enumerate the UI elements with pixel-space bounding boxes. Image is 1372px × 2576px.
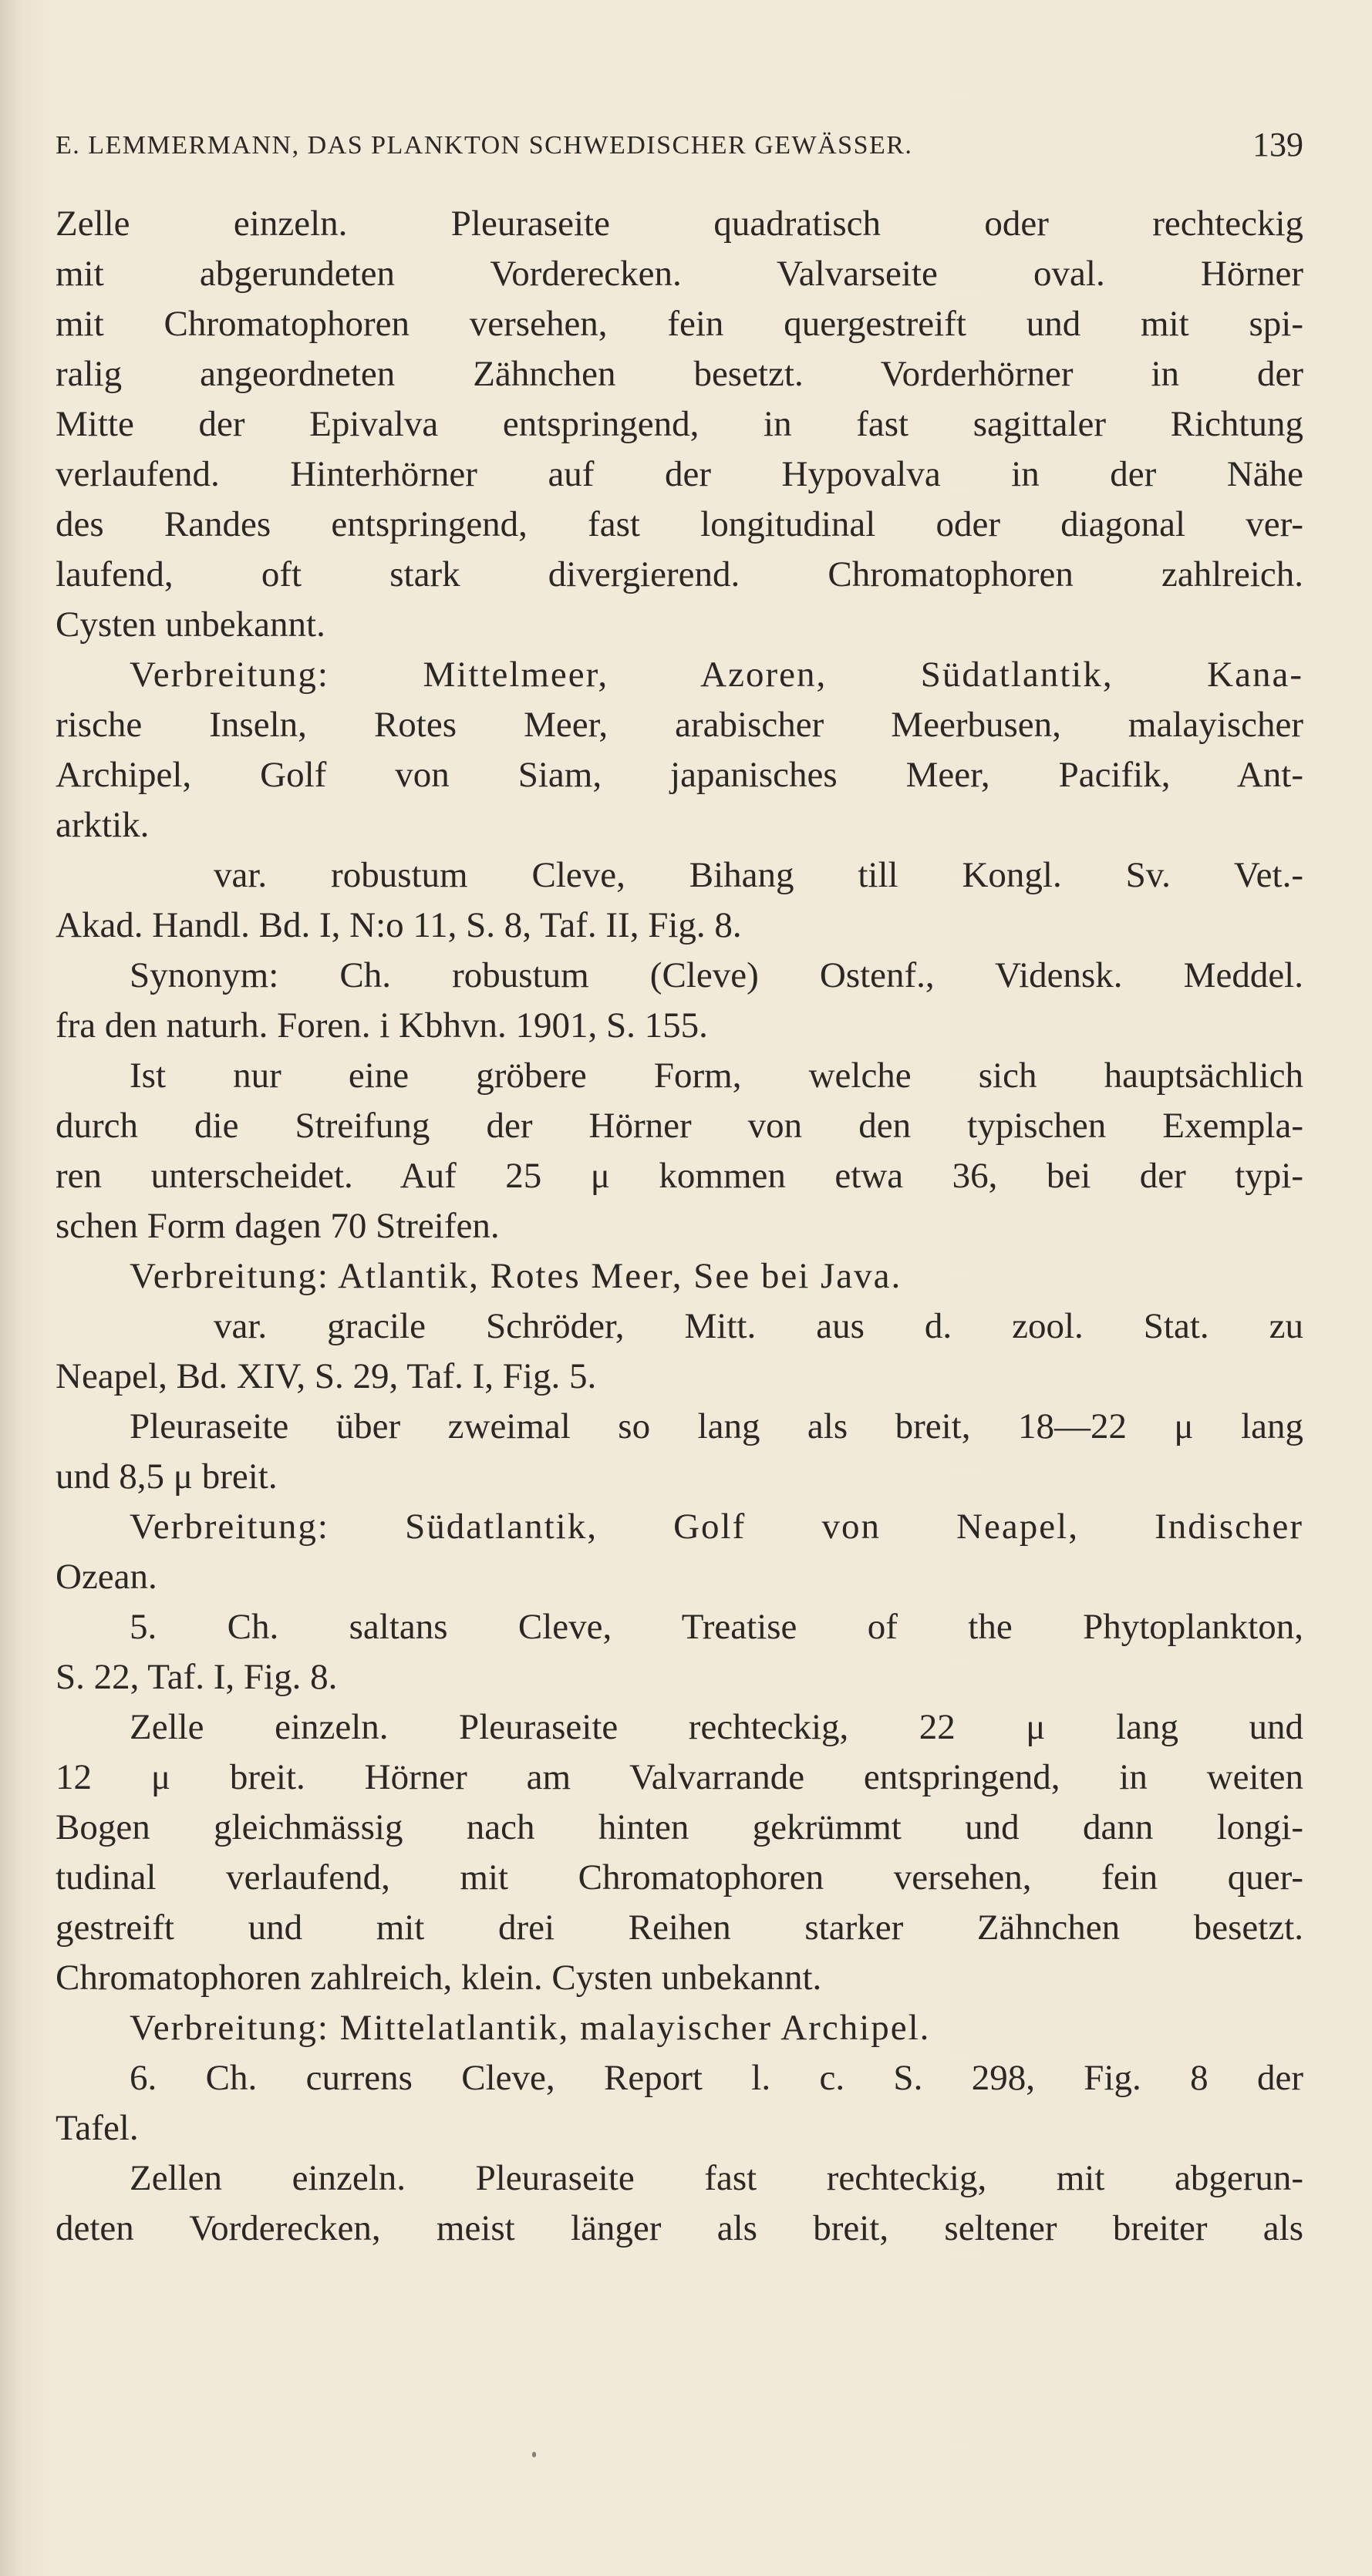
text-line: durch die Streifung der Hörner von den typischen Exempla- bbox=[56, 1106, 1303, 1146]
text-line: 5. Ch. saltans Cleve, Treatise of the Phytoplankton, bbox=[130, 1607, 1303, 1647]
text-line: ralig angeordneten Zähnchen besetzt. Vorderhörner in der bbox=[56, 354, 1303, 394]
text-line: Ozean. bbox=[56, 1557, 157, 1597]
text-line: und 8,5 μ breit. bbox=[56, 1456, 278, 1497]
text-line: verlaufend. Hinterhörner auf der Hypovalva in der Nähe bbox=[56, 454, 1303, 494]
text-line: Akad. Handl. Bd. I, N:o 11, S. 8, Taf. II, Fig. 8. bbox=[56, 905, 742, 945]
text-line: Zellen einzeln. Pleuraseite fast rechteckig, mit abgerun- bbox=[130, 2158, 1303, 2198]
text-line: Bogen gleichmässig nach hinten gekrümmt und dann longi- bbox=[56, 1807, 1303, 1847]
text-line: mit abgerundeten Vorderecken. Valvarseite oval. Hörner bbox=[56, 254, 1303, 294]
running-header bbox=[56, 125, 1303, 171]
text-line: Verbreitung: Südatlantik, Golf von Neapel, Indischer bbox=[130, 1507, 1303, 1547]
paper-speck bbox=[532, 2452, 536, 2457]
text-line: tudinal verlaufend, mit Chromatophoren versehen, fein quer- bbox=[56, 1857, 1303, 1897]
text-line: Chromatophoren zahlreich, klein. Cysten unbekannt. bbox=[56, 1958, 822, 1998]
text-line: var. gracile Schröder, Mitt. aus d. zool. Stat. zu bbox=[214, 1306, 1303, 1346]
body-text bbox=[56, 199, 1303, 2254]
text-line: Synonym: Ch. robustum (Cleve) Ostenf., Vidensk. Meddel. bbox=[130, 955, 1303, 995]
text-line: S. 22, Taf. I, Fig. 8. bbox=[56, 1657, 338, 1697]
text-line: laufend, oft stark divergierend. Chromatophoren zahlreich. bbox=[56, 554, 1303, 594]
text-line: ren unterscheidet. Auf 25 μ kommen etwa 36, bei der typi- bbox=[56, 1156, 1303, 1196]
text-line: 12 μ breit. Hörner am Valvarrande entspringend, in weiten bbox=[56, 1757, 1303, 1797]
text-line: mit Chromatophoren versehen, fein quergestreift und mit spi- bbox=[56, 304, 1303, 344]
text-line: Mitte der Epivalva entspringend, in fast sagittaler Richtung bbox=[56, 404, 1303, 444]
text-line: arktik. bbox=[56, 805, 150, 845]
text-line: Ist nur eine gröbere Form, welche sich hauptsächlich bbox=[130, 1056, 1303, 1096]
text-line: des Randes entspringend, fast longitudinal oder diagonal ver- bbox=[56, 504, 1303, 544]
text-line: fra den naturh. Foren. i Kbhvn. 1901, S. 155. bbox=[56, 1005, 708, 1046]
text-line: Pleuraseite über zweimal so lang als breit, 18—22 μ lang bbox=[130, 1406, 1303, 1446]
text-line: var. robustum Cleve, Bihang till Kongl. Sv. Vet.- bbox=[214, 855, 1303, 895]
text-line: 6. Ch. currens Cleve, Report l. c. S. 298, Fig. 8 der bbox=[130, 2058, 1303, 2098]
text-line: Neapel, Bd. XIV, S. 29, Taf. I, Fig. 5. bbox=[56, 1356, 597, 1396]
text-line: Archipel, Golf von Siam, japanisches Meer, Pacifik, Ant- bbox=[56, 755, 1303, 795]
text-line: deten Vorderecken, meist länger als breit, seltener breiter als bbox=[56, 2208, 1303, 2248]
text-line: Verbreitung: Mittelmeer, Azoren, Südatlantik, Kana- bbox=[130, 655, 1303, 695]
text-line: schen Form dagen 70 Streifen. bbox=[56, 1206, 500, 1246]
running-title: E. LEMMERMANN, DAS PLANKTON SCHWEDISCHER GEWÄSSER. bbox=[56, 131, 913, 160]
text-line: Zelle einzeln. Pleuraseite rechteckig, 22 μ lang und bbox=[130, 1707, 1303, 1747]
text-line: Tafel. bbox=[56, 2108, 139, 2148]
text-line: rische Inseln, Rotes Meer, arabischer Meerbusen, malayischer bbox=[56, 705, 1303, 745]
text-line: Cysten unbekannt. bbox=[56, 604, 325, 645]
text-line: gestreift und mit drei Reihen starker Zähnchen besetzt. bbox=[56, 1908, 1303, 1948]
page-number: 139 bbox=[1252, 126, 1303, 163]
text-line: Verbreitung: Mittelatlantik, malayischer Archipel. bbox=[130, 2008, 931, 2048]
text-line: Zelle einzeln. Pleuraseite quadratisch oder rechteckig bbox=[56, 204, 1303, 244]
text-line: Verbreitung: Atlantik, Rotes Meer, See bei Java. bbox=[130, 1256, 902, 1296]
